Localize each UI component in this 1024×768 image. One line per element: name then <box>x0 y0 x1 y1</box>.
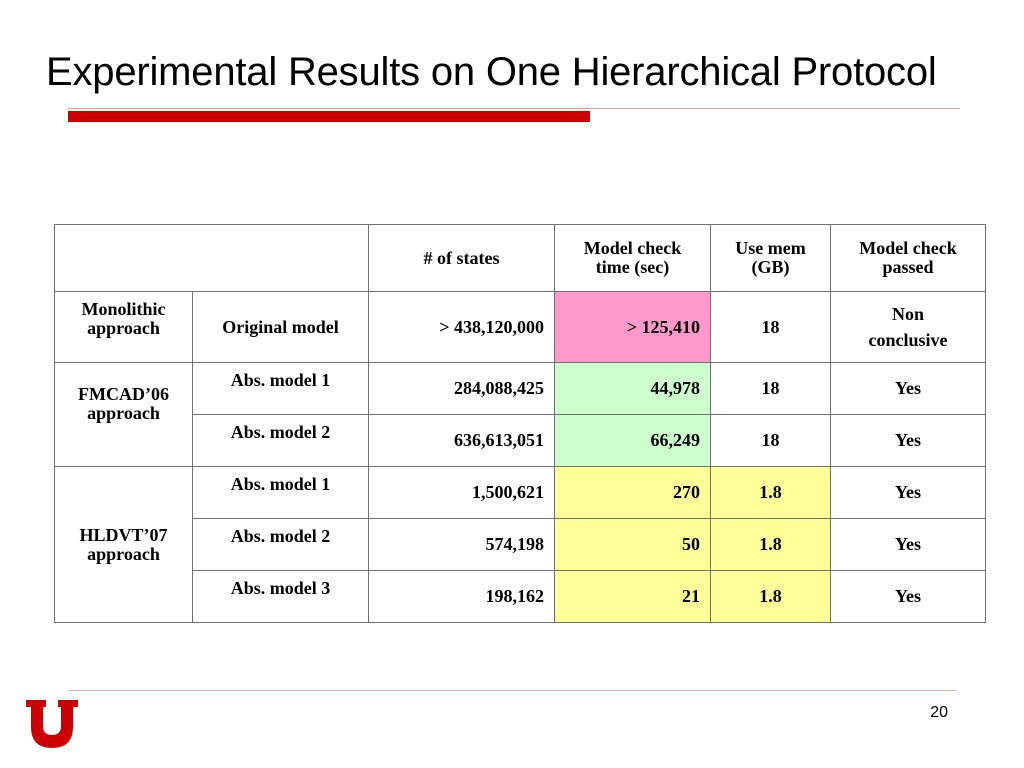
table-row <box>55 363 986 415</box>
page-number: 20 <box>930 704 948 721</box>
time-cell: 270 <box>555 467 711 519</box>
group-label-monolithic: Monolithic approach <box>55 292 193 363</box>
model-name: Abs. model 2 <box>193 519 369 571</box>
mem-cell: 1.8 <box>711 467 831 519</box>
model-name: Original model <box>193 292 369 363</box>
model-name: Abs. model 1 <box>193 467 369 519</box>
table-row <box>55 519 986 571</box>
model-name: Abs. model 2 <box>193 415 369 467</box>
states-cell: 1,500,621 <box>369 467 555 519</box>
states-cell: 636,613,051 <box>369 415 555 467</box>
university-of-utah-block-u-icon <box>26 700 78 748</box>
mem-cell: 18 <box>711 292 831 363</box>
passed-cell: Yes <box>831 467 986 519</box>
mem-cell: 1.8 <box>711 519 831 571</box>
passed-cell: Yes <box>831 571 986 623</box>
passed-cell: Yes <box>831 519 986 571</box>
table-row <box>55 292 986 363</box>
header-mem: Use mem (GB) <box>711 225 831 292</box>
states-cell: 574,198 <box>369 519 555 571</box>
time-cell: 21 <box>555 571 711 623</box>
states-cell: 198,162 <box>369 571 555 623</box>
mem-cell: 18 <box>711 415 831 467</box>
title-underline-thick <box>68 111 590 122</box>
passed-cell: Non conclusive <box>831 292 986 363</box>
table-row <box>55 467 986 519</box>
states-cell: > 438,120,000 <box>369 292 555 363</box>
table-header-row <box>55 225 986 292</box>
group-label-fmcad06: FMCAD’06 approach <box>55 363 193 467</box>
footer-rule <box>68 690 956 691</box>
header-corner-cell <box>55 225 369 292</box>
title-underline-thin <box>68 108 960 109</box>
group-label-hldvt07: HLDVT’07 approach <box>55 467 193 623</box>
time-cell: 66,249 <box>555 415 711 467</box>
mem-cell: 1.8 <box>711 571 831 623</box>
model-name: Abs. model 3 <box>193 571 369 623</box>
results-table <box>54 224 986 623</box>
slide-title: Experimental Results on One Hierarchical Protocol <box>46 50 937 94</box>
time-cell: 44,978 <box>555 363 711 415</box>
passed-cell: Yes <box>831 415 986 467</box>
header-time: Model check time (sec) <box>555 225 711 292</box>
time-cell: > 125,410 <box>555 292 711 363</box>
header-states: # of states <box>369 225 555 292</box>
table-row <box>55 415 986 467</box>
model-name: Abs. model 1 <box>193 363 369 415</box>
states-cell: 284,088,425 <box>369 363 555 415</box>
time-cell: 50 <box>555 519 711 571</box>
table-row <box>55 571 986 623</box>
header-passed: Model check passed <box>831 225 986 292</box>
passed-cell: Yes <box>831 363 986 415</box>
mem-cell: 18 <box>711 363 831 415</box>
